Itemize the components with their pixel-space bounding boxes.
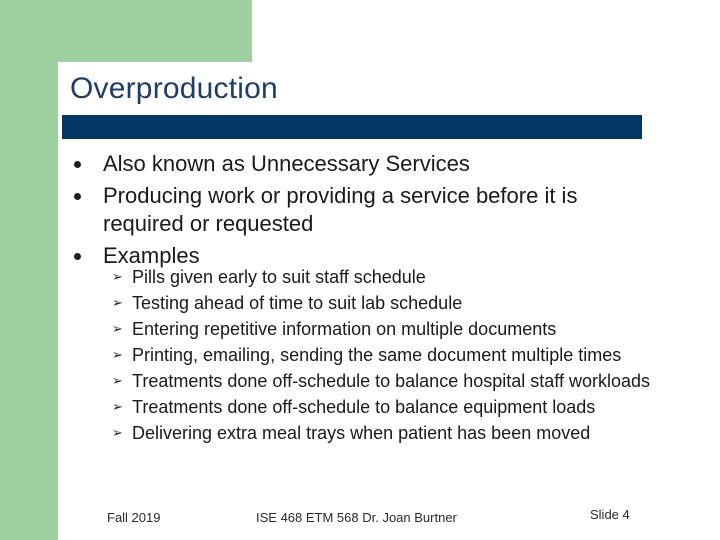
arrowhead-bullet-icon: ➢ xyxy=(112,295,123,310)
example-item xyxy=(112,396,672,418)
main-bullet-text: Also known as Unnecessary Services xyxy=(103,151,470,176)
example-item xyxy=(112,370,672,392)
example-text: Entering repetitive information on multiple documents xyxy=(132,319,557,339)
arrowhead-bullet-icon: ➢ xyxy=(112,425,123,440)
arrowhead-bullet-icon: ➢ xyxy=(112,399,123,414)
arrowhead-bullet-icon: ➢ xyxy=(112,269,123,284)
example-text: Pills given early to suit staff schedule xyxy=(132,267,426,287)
main-bullet-item xyxy=(74,150,654,178)
example-item xyxy=(112,266,672,288)
slide-number: Slide 4 xyxy=(590,507,630,522)
arrowhead-bullet-icon: ➢ xyxy=(112,321,123,336)
example-text: Delivering extra meal trays when patient has been moved xyxy=(132,423,591,443)
main-bullet-text: Examples xyxy=(103,243,200,268)
slide-title: Overproduction xyxy=(70,72,278,105)
example-item xyxy=(112,292,672,314)
main-bullet-item xyxy=(74,182,654,238)
arrowhead-bullet-icon: ➢ xyxy=(112,347,123,362)
main-bullet-icon xyxy=(74,253,81,260)
main-bullet-list xyxy=(74,150,654,274)
example-text: Treatments done off-schedule to balance equipment loads xyxy=(132,397,596,417)
example-text: Treatments done off-schedule to balance hospital staff workloads xyxy=(132,371,650,391)
example-text: Printing, emailing, sending the same document multiple times xyxy=(132,345,622,365)
main-bullet-icon xyxy=(74,193,81,200)
examples-list xyxy=(112,266,672,448)
example-text: Testing ahead of time to suit lab schedule xyxy=(132,293,463,313)
main-bullet-icon xyxy=(74,161,81,168)
arrowhead-bullet-icon: ➢ xyxy=(112,373,123,388)
left-accent-strip xyxy=(0,0,58,540)
footer-semester: Fall 2019 xyxy=(107,510,161,525)
example-item xyxy=(112,344,672,366)
title-underline-bar xyxy=(62,115,642,139)
example-item xyxy=(112,422,672,444)
example-item xyxy=(112,318,672,340)
footer-course-info: ISE 468 ETM 568 Dr. Joan Burtner xyxy=(256,510,457,525)
main-bullet-text: Producing work or providing a service before it is required or requested xyxy=(103,183,578,236)
